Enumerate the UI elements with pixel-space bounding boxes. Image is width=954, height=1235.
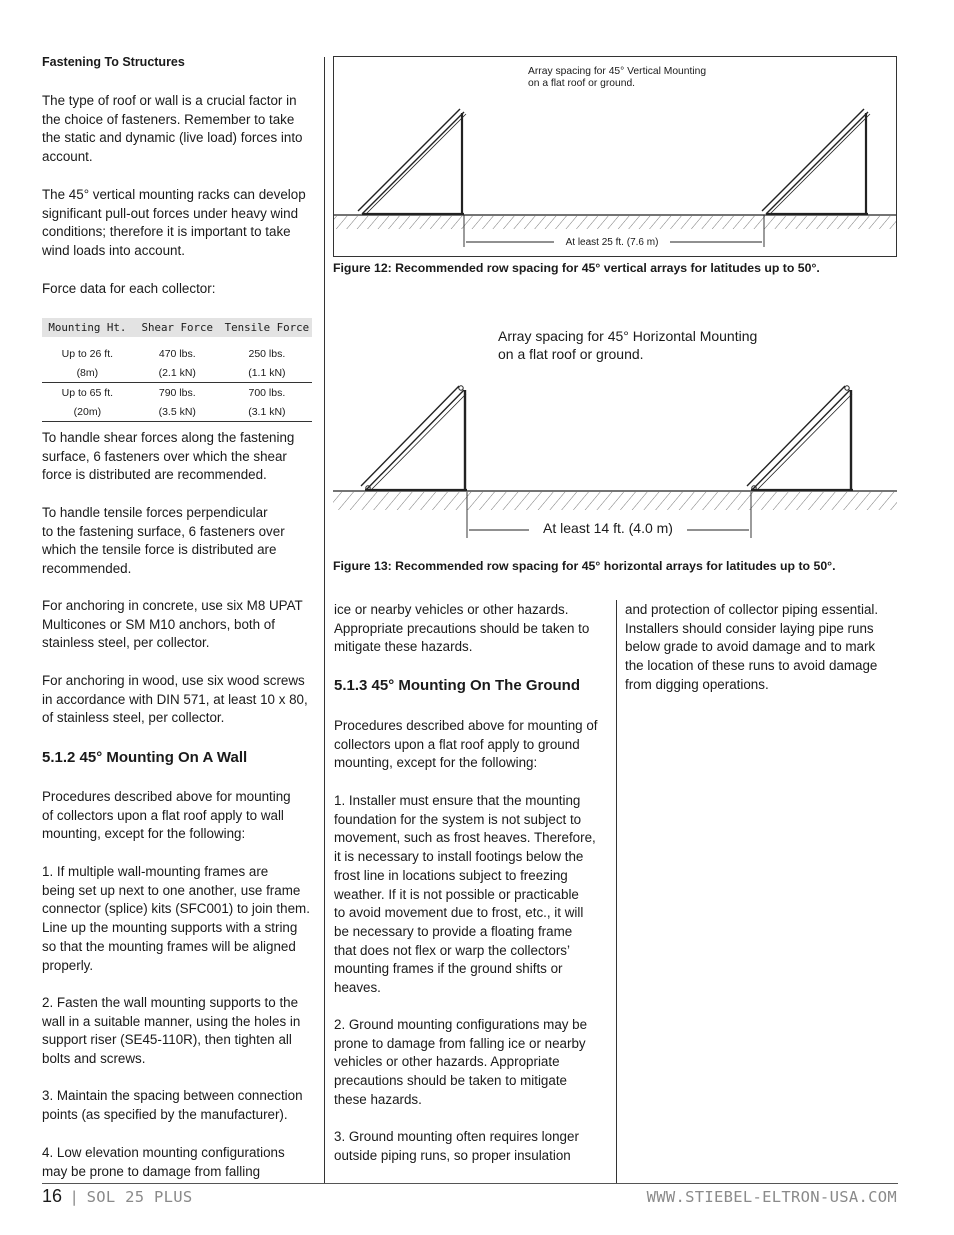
table-cell: Up to 65 ft. [61, 386, 114, 399]
ground-hatch [334, 216, 896, 229]
force-table [42, 318, 312, 422]
table-cell: (20m) [42, 402, 133, 422]
table-cell: 700 lbs. [248, 386, 286, 399]
paragraph-ground-step3: 3. Ground mounting often requires longer outside piping runs, so proper insulation [334, 1129, 579, 1163]
paragraph-wall-step3: 3. Maintain the spacing between connection points (as specified by the manufacturer). [42, 1088, 303, 1122]
page-number: 16 [42, 1186, 63, 1206]
paragraph-wood: For anchoring in wood, use six wood screws in accordance with DIN 571, at least 10 x 80, of stainless steel, per collector. [42, 673, 308, 726]
product-name: SOL 25 PLUS [86, 1188, 193, 1206]
heading-fastening: Fastening To Structures [42, 55, 185, 69]
paragraph-ground-step2: 2. Ground mounting configurations may be prone to damage from falling ice or nearby vehicles or other hazards. Appropriate precautions should be taken to mitigate these hazards. [334, 1017, 588, 1107]
paragraph-ground-intro: Procedures described above for mounting of collectors upon a flat roof apply to ground mounting, except for the following: [334, 718, 598, 771]
table-row [42, 383, 312, 403]
paragraph-pull-out: The 45° vertical mounting racks can develop significant pull-out forces under heavy wind conditions; therefore it is important to take wind loads into account. [42, 187, 306, 259]
table-cell: 790 lbs. [158, 386, 196, 399]
table-cell: (3.5 kN) [133, 402, 222, 422]
paragraph-concrete: For anchoring in concrete, use six M8 UPAT Multicones or SM M10 anchors, both of stainless steel, per collector. [42, 598, 303, 651]
footer-separator: | [69, 1188, 80, 1206]
figure-13-dimension: At least 14 ft. (4.0 m) [543, 520, 673, 536]
table-header: Tensile Force [222, 318, 312, 337]
paragraph-ground-step1: 1. Installer must ensure that the mounting foundation for the system is not subject to movement, such as frost heaves. Therefore, it is necessary to install footings below the frost line in locations subject to freezing weather. If it is not possible or practicable to avoid movement due to frost, etc., it will be necessary to provide a floating frame that does not flex or warp the collectors’ mounting frames if the ground shifts or heaves. [334, 793, 596, 996]
table-header: Shear Force [133, 318, 222, 337]
paragraph-piping-protection: and protection of collector piping essential. Installers should consider laying pipe runs below grade to avoid damage and to mark the location of these runs to avoid damage from digging operations. [625, 602, 879, 692]
table-header: Mounting Ht. [42, 318, 133, 337]
paragraph-wall-step2: 2. Fasten the wall mounting supports to the wall in a suitable manner, using the holes in support riser (SE45-110R), then tighten all bolts and screws. [42, 995, 301, 1067]
paragraph-wall-step4: 4. Low elevation mounting configurations may be prone to damage from falling [42, 1145, 285, 1179]
footer-rule [42, 1183, 898, 1184]
website-url: WWW.STIEBEL-ELTRON-USA.COM [646, 1188, 897, 1206]
collector-right [762, 109, 870, 214]
paragraph-force-data: Force data for each collector: [42, 281, 216, 296]
figure-12-vertical-spacing [333, 56, 897, 257]
table-cell: 250 lbs. [248, 347, 286, 360]
figure-13-caption: Figure 13: Recommended row spacing for 45° horizontal arrays for latitudes up to 50°. [333, 559, 836, 573]
table-header-row [42, 318, 312, 337]
footer-left [42, 1186, 193, 1207]
column-divider-left [324, 57, 325, 1183]
collector-right [747, 386, 853, 490]
table-cell: 470 lbs. [158, 347, 196, 360]
ground-hatch [333, 492, 897, 510]
figure-12-dimension: At least 25 ft. (7.6 m) [565, 237, 659, 248]
figure-13-ground-drawing [333, 376, 897, 546]
table-cell: (2.1 kN) [133, 363, 222, 383]
table-row [42, 363, 312, 383]
paragraph-wall-intro: Procedures described above for mounting of collectors upon a flat roof apply to wall mounting, except for the following: [42, 789, 291, 842]
collector-left [358, 109, 466, 214]
paragraph-roof-type: The type of roof or wall is a crucial factor in the choice of fasteners. Remember to take the static and dynamic (live load) forces into account. [42, 93, 303, 165]
table-cell: Up to 26 ft. [61, 347, 114, 360]
table-row [42, 402, 312, 422]
paragraph-wall-step1: 1. If multiple wall-mounting frames are being set up next to one another, use frame connector (splice) kits (SFC001) to join them. Line up the mounting supports with a string so that the mounting frames will be aligned properly. [42, 864, 310, 973]
table-cell: (1.1 kN) [222, 363, 312, 383]
paragraph-tensile: To handle tensile forces perpendicular to the fastening surface, 6 fasteners over which the tensile force is distributed are recommended. [42, 505, 285, 577]
table-cell: (3.1 kN) [222, 402, 312, 422]
table-row [42, 337, 312, 363]
collector-left [361, 386, 467, 490]
figure-12-caption: Figure 12: Recommended row spacing for 45° vertical arrays for latitudes up to 50°. [333, 261, 820, 275]
column-divider-right [616, 600, 617, 1183]
section-heading-ground: 5.1.3 45° Mounting On The Ground [334, 677, 581, 694]
figure-13-label: Array spacing for 45° Horizontal Mounting on a flat roof or ground. [498, 328, 758, 362]
figure-12-drawing [334, 57, 896, 256]
paragraph-hazards-continued: ice or nearby vehicles or other hazards. Appropriate precautions should be taken to mitigate these hazards. [334, 602, 590, 655]
table-cell: (8m) [42, 363, 133, 383]
section-heading-wall: 5.1.2 45° Mounting On A Wall [42, 749, 248, 766]
paragraph-shear: To handle shear forces along the fastening surface, 6 fasteners over which the shear force is distributed are recommended. [42, 430, 295, 483]
figure-12-label: Array spacing for 45° Vertical Mounting on a flat roof or ground. [528, 66, 707, 89]
